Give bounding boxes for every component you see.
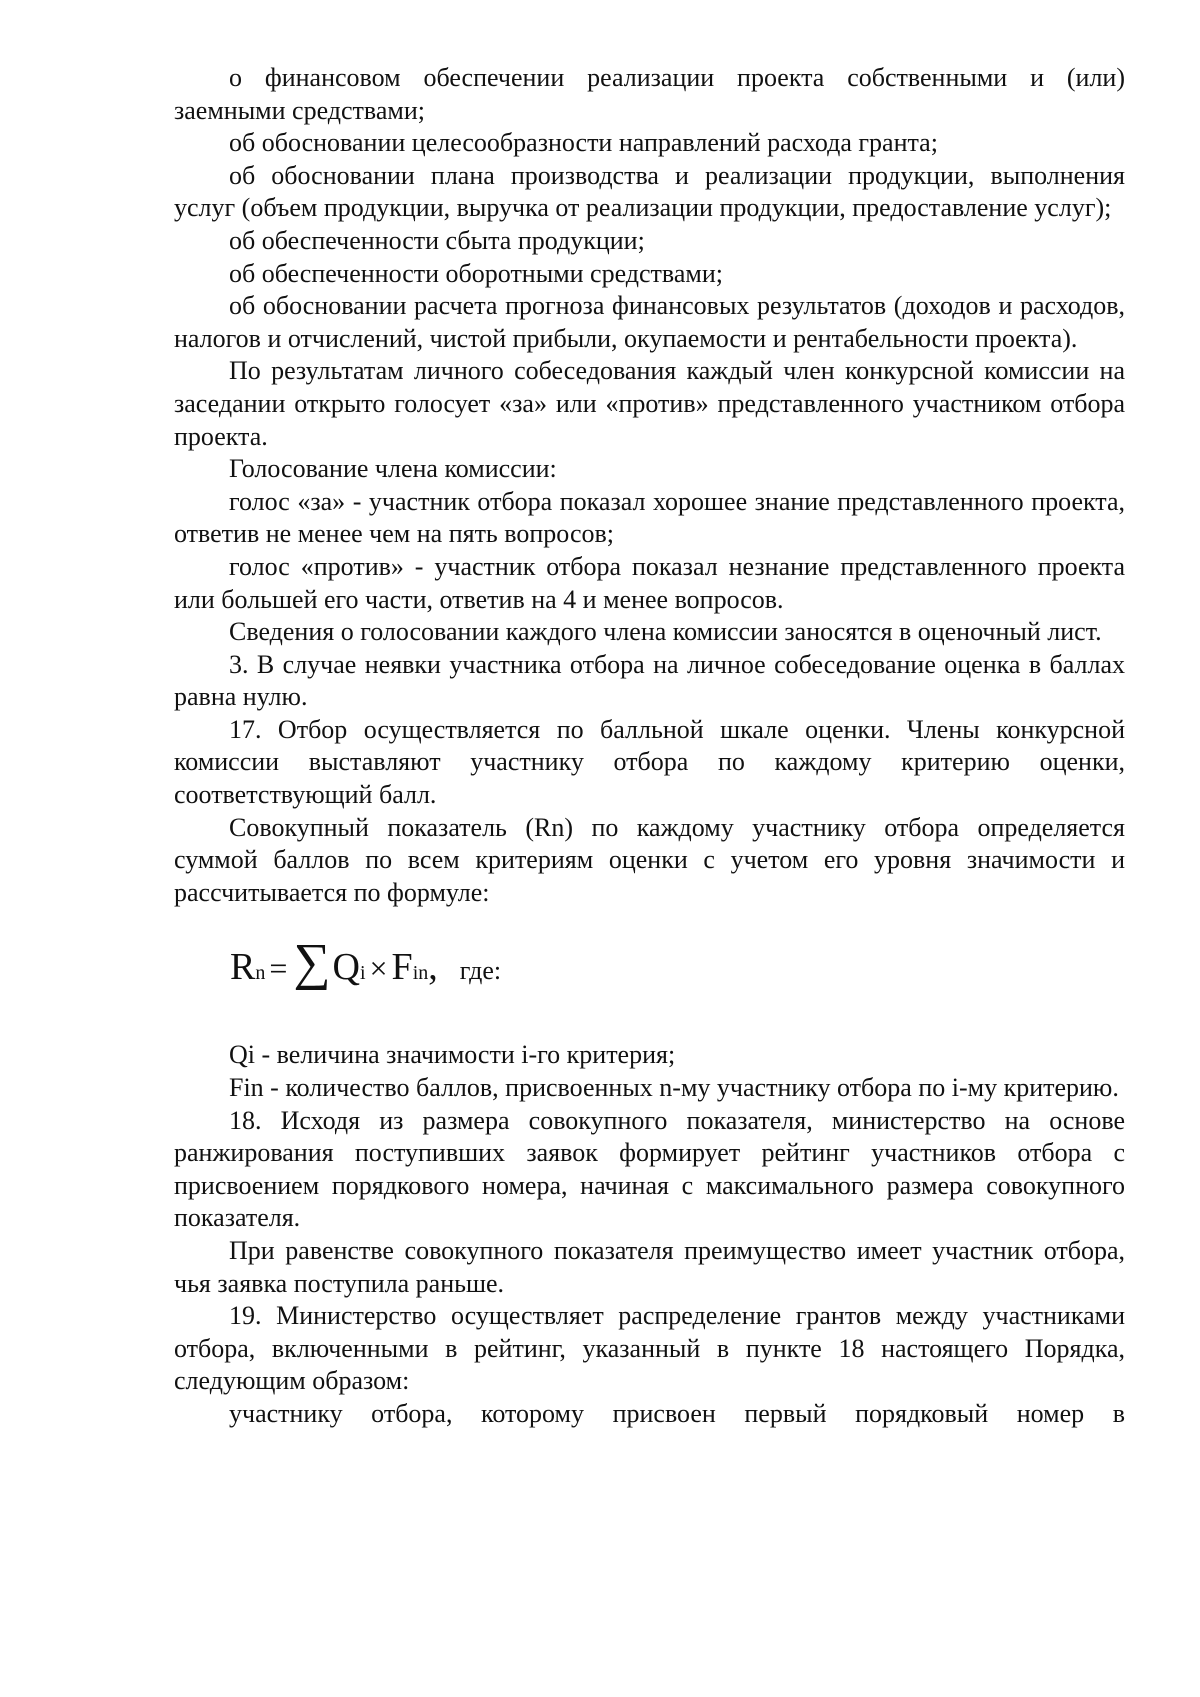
formula-f: F xyxy=(391,946,413,989)
paragraph-vote-for: голос «за» - участник отбора показал хорошее знание представленного проекта, ответив не менее чем на пять вопросов; xyxy=(174,486,1125,549)
formula-r: R xyxy=(230,946,256,989)
paragraph-tie-rule: При равенстве совокупного показателя преимущество имеет участник отбора, чья заявка поступила раньше. xyxy=(174,1236,1125,1298)
formula-where-label: где: xyxy=(459,956,502,986)
formula-expression xyxy=(230,934,502,995)
paragraph-first-participant: участнику отбора, которому присвоен первый порядковый номер в xyxy=(229,1398,1125,1428)
formula-block xyxy=(174,909,1125,1039)
formula-r-subscript: n xyxy=(255,962,266,985)
paragraph-grant-expenses: об обосновании целесообразности направлений расхода гранта; xyxy=(229,128,938,158)
paragraph-item-3: 3. В случае неявки участника отбора на личное собеседование оценка в баллах равна нулю. xyxy=(174,649,1125,712)
paragraph-working-capital: об обеспеченности оборотными средствами; xyxy=(229,258,723,288)
paragraph-interview-voting: По результатам личного собеседования каждый член конкурсной комиссии на заседании открыто голосует «за» или «против» представленного участником отбора проекта. xyxy=(174,356,1125,451)
paragraph-financing: о финансовом обеспечении реализации проекта собственными и (или) заемными средствами; xyxy=(174,63,1125,125)
document-page xyxy=(174,62,1125,1431)
paragraph-fin-definition: Fin - количество баллов, присвоенных n-му участнику отбора по i-му критерию. xyxy=(229,1073,1119,1103)
formula-equals: = xyxy=(269,950,288,987)
formula-f-subscript: in xyxy=(412,962,429,985)
formula-q-subscript: i xyxy=(359,962,366,985)
paragraph-item-19: 19. Министерство осуществляет распределение грантов между участниками отбора, включенными в рейтинг, указанный в пункте 18 настоящего Порядка, следующим образом: xyxy=(174,1301,1125,1396)
paragraph-item-17: 17. Отбор осуществляется по балльной шкале оценки. Члены конкурсной комиссии выставляют участнику отбора по каждому критерию оценки, соответствующий балл. xyxy=(174,714,1125,810)
formula-sum-sign: ∑ xyxy=(293,934,331,992)
paragraph-qi-definition: Qi - величина значимости i-го критерия; xyxy=(229,1040,676,1070)
paragraph-vote-heading: Голосование члена комиссии: xyxy=(229,454,557,484)
paragraph-item-18: 18. Исходя из размера совокупного показателя, министерство на основе ранжирования поступивших заявок формирует рейтинг участников отбора с присвоением порядкового номера, начиная с максимального размера совокупного показателя. xyxy=(174,1105,1125,1233)
paragraph-sales: об обеспеченности сбыта продукции; xyxy=(229,225,645,255)
formula-q: Q xyxy=(332,946,360,989)
paragraph-vote-against: голос «против» - участник отбора показал незнание представленного проекта или большей его части, ответив на 4 и менее вопросов. xyxy=(174,551,1125,614)
paragraph-evaluation-sheet: Сведения о голосовании каждого члена комиссии заносятся в оценочный лист. xyxy=(229,617,1102,647)
formula-comma: , xyxy=(428,946,438,989)
formula-times: × xyxy=(369,950,388,987)
paragraph-aggregate-indicator: Совокупный показатель (Rn) по каждому участнику отбора определяется суммой баллов по всем критериям оценки с учетом его уровня значимости и рассчитывается по формуле: xyxy=(174,812,1125,907)
paragraph-production-plan: об обосновании плана производства и реализации продукции, выполнения услуг (объем продукции, выручка от реализации продукции, предоставление услуг); xyxy=(174,160,1125,223)
paragraph-forecast: об обосновании расчета прогноза финансовых результатов (доходов и расходов, налогов и отчислений, чистой прибыли, окупаемости и рентабельности проекта). xyxy=(174,291,1125,353)
